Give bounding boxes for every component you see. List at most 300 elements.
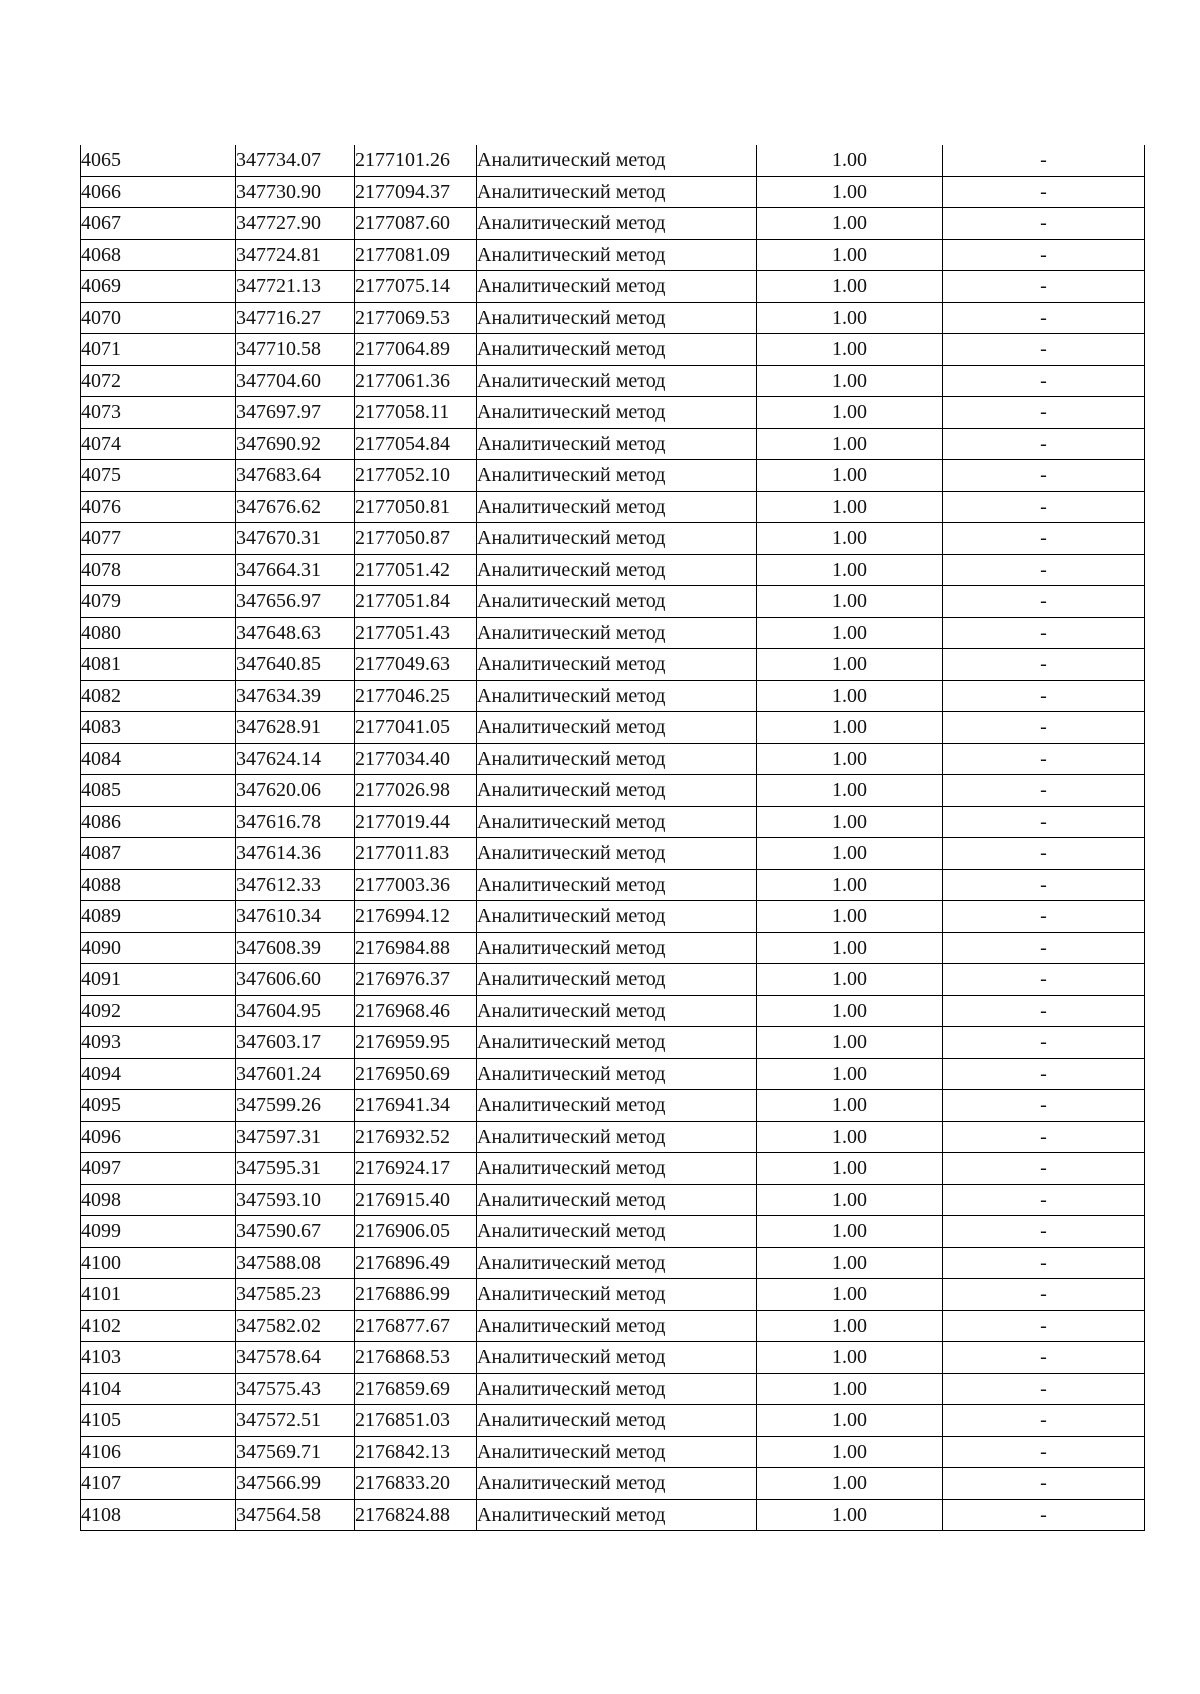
table-row — [81, 1310, 1145, 1342]
accuracy-cell: 1.00 — [757, 208, 943, 240]
point-number-cell: 4096 — [81, 1121, 236, 1153]
method-cell: Аналитический метод — [477, 995, 757, 1027]
method-cell: Аналитический метод — [477, 680, 757, 712]
table-row — [81, 1468, 1145, 1500]
y-coordinate-cell: 2177026.98 — [355, 775, 477, 807]
table-row — [81, 491, 1145, 523]
description-cell: - — [943, 302, 1145, 334]
accuracy-cell: 1.00 — [757, 397, 943, 429]
y-coordinate-cell: 2177046.25 — [355, 680, 477, 712]
accuracy-cell: 1.00 — [757, 964, 943, 996]
accuracy-cell: 1.00 — [757, 239, 943, 271]
accuracy-cell: 1.00 — [757, 617, 943, 649]
point-number-cell: 4089 — [81, 901, 236, 933]
x-coordinate-cell: 347676.62 — [236, 491, 355, 523]
y-coordinate-cell: 2176976.37 — [355, 964, 477, 996]
method-cell: Аналитический метод — [477, 712, 757, 744]
x-coordinate-cell: 347597.31 — [236, 1121, 355, 1153]
table-row — [81, 208, 1145, 240]
table-row — [81, 1342, 1145, 1374]
y-coordinate-cell: 2177041.05 — [355, 712, 477, 744]
point-number-cell: 4106 — [81, 1436, 236, 1468]
point-number-cell: 4093 — [81, 1027, 236, 1059]
y-coordinate-cell: 2176915.40 — [355, 1184, 477, 1216]
description-cell: - — [943, 523, 1145, 555]
table-row — [81, 428, 1145, 460]
point-number-cell: 4075 — [81, 460, 236, 492]
y-coordinate-cell: 2177011.83 — [355, 838, 477, 870]
accuracy-cell: 1.00 — [757, 554, 943, 586]
x-coordinate-cell: 347588.08 — [236, 1247, 355, 1279]
method-cell: Аналитический метод — [477, 586, 757, 618]
x-coordinate-cell: 347575.43 — [236, 1373, 355, 1405]
x-coordinate-cell: 347595.31 — [236, 1153, 355, 1185]
y-coordinate-cell: 2176932.52 — [355, 1121, 477, 1153]
point-number-cell: 4101 — [81, 1279, 236, 1311]
accuracy-cell: 1.00 — [757, 334, 943, 366]
point-number-cell: 4082 — [81, 680, 236, 712]
description-cell: - — [943, 176, 1145, 208]
description-cell: - — [943, 365, 1145, 397]
table-row — [81, 806, 1145, 838]
table-row — [81, 680, 1145, 712]
method-cell: Аналитический метод — [477, 1216, 757, 1248]
description-cell: - — [943, 491, 1145, 523]
method-cell: Аналитический метод — [477, 1310, 757, 1342]
y-coordinate-cell: 2176824.88 — [355, 1499, 477, 1531]
description-cell: - — [943, 932, 1145, 964]
x-coordinate-cell: 347730.90 — [236, 176, 355, 208]
point-number-cell: 4103 — [81, 1342, 236, 1374]
accuracy-cell: 1.00 — [757, 680, 943, 712]
y-coordinate-cell: 2176959.95 — [355, 1027, 477, 1059]
table-row — [81, 460, 1145, 492]
y-coordinate-cell: 2176833.20 — [355, 1468, 477, 1500]
accuracy-cell: 1.00 — [757, 145, 943, 176]
description-cell: - — [943, 806, 1145, 838]
table-row — [81, 1279, 1145, 1311]
description-cell: - — [943, 1058, 1145, 1090]
description-cell: - — [943, 145, 1145, 176]
x-coordinate-cell: 347683.64 — [236, 460, 355, 492]
accuracy-cell: 1.00 — [757, 1342, 943, 1374]
y-coordinate-cell: 2177051.84 — [355, 586, 477, 618]
method-cell: Аналитический метод — [477, 208, 757, 240]
point-number-cell: 4077 — [81, 523, 236, 555]
x-coordinate-cell: 347640.85 — [236, 649, 355, 681]
table-row — [81, 1027, 1145, 1059]
point-number-cell: 4087 — [81, 838, 236, 870]
y-coordinate-cell: 2176906.05 — [355, 1216, 477, 1248]
table-row — [81, 712, 1145, 744]
description-cell: - — [943, 428, 1145, 460]
x-coordinate-cell: 347601.24 — [236, 1058, 355, 1090]
point-number-cell: 4097 — [81, 1153, 236, 1185]
accuracy-cell: 1.00 — [757, 1247, 943, 1279]
table-row — [81, 838, 1145, 870]
x-coordinate-cell: 347572.51 — [236, 1405, 355, 1437]
table-row — [81, 176, 1145, 208]
table-row — [81, 1153, 1145, 1185]
table-row — [81, 365, 1145, 397]
x-coordinate-cell: 347616.78 — [236, 806, 355, 838]
description-cell: - — [943, 1121, 1145, 1153]
x-coordinate-cell: 347664.31 — [236, 554, 355, 586]
x-coordinate-cell: 347648.63 — [236, 617, 355, 649]
y-coordinate-cell: 2177058.11 — [355, 397, 477, 429]
x-coordinate-cell: 347697.97 — [236, 397, 355, 429]
description-cell: - — [943, 1216, 1145, 1248]
x-coordinate-cell: 347612.33 — [236, 869, 355, 901]
point-number-cell: 4080 — [81, 617, 236, 649]
method-cell: Аналитический метод — [477, 932, 757, 964]
description-cell: - — [943, 1499, 1145, 1531]
y-coordinate-cell: 2177094.37 — [355, 176, 477, 208]
accuracy-cell: 1.00 — [757, 176, 943, 208]
description-cell: - — [943, 554, 1145, 586]
description-cell: - — [943, 397, 1145, 429]
point-number-cell: 4084 — [81, 743, 236, 775]
method-cell: Аналитический метод — [477, 271, 757, 303]
y-coordinate-cell: 2176924.17 — [355, 1153, 477, 1185]
x-coordinate-cell: 347610.34 — [236, 901, 355, 933]
x-coordinate-cell: 347603.17 — [236, 1027, 355, 1059]
method-cell: Аналитический метод — [477, 649, 757, 681]
method-cell: Аналитический метод — [477, 460, 757, 492]
point-number-cell: 4067 — [81, 208, 236, 240]
method-cell: Аналитический метод — [477, 1436, 757, 1468]
table-row — [81, 1373, 1145, 1405]
accuracy-cell: 1.00 — [757, 1058, 943, 1090]
accuracy-cell: 1.00 — [757, 1216, 943, 1248]
description-cell: - — [943, 1342, 1145, 1374]
table-row — [81, 334, 1145, 366]
accuracy-cell: 1.00 — [757, 1373, 943, 1405]
description-cell: - — [943, 680, 1145, 712]
point-number-cell: 4098 — [81, 1184, 236, 1216]
table-row — [81, 1216, 1145, 1248]
point-number-cell: 4071 — [81, 334, 236, 366]
y-coordinate-cell: 2177052.10 — [355, 460, 477, 492]
x-coordinate-cell: 347590.67 — [236, 1216, 355, 1248]
method-cell: Аналитический метод — [477, 1184, 757, 1216]
table-row — [81, 302, 1145, 334]
point-number-cell: 4090 — [81, 932, 236, 964]
y-coordinate-cell: 2176941.34 — [355, 1090, 477, 1122]
table-row — [81, 995, 1145, 1027]
description-cell: - — [943, 460, 1145, 492]
y-coordinate-cell: 2176859.69 — [355, 1373, 477, 1405]
accuracy-cell: 1.00 — [757, 775, 943, 807]
method-cell: Аналитический метод — [477, 239, 757, 271]
description-cell: - — [943, 712, 1145, 744]
y-coordinate-cell: 2177034.40 — [355, 743, 477, 775]
table-body — [81, 145, 1145, 1531]
point-number-cell: 4072 — [81, 365, 236, 397]
table-row — [81, 554, 1145, 586]
table-row — [81, 743, 1145, 775]
method-cell: Аналитический метод — [477, 1342, 757, 1374]
accuracy-cell: 1.00 — [757, 428, 943, 460]
accuracy-cell: 1.00 — [757, 271, 943, 303]
y-coordinate-cell: 2177003.36 — [355, 869, 477, 901]
description-cell: - — [943, 208, 1145, 240]
method-cell: Аналитический метод — [477, 176, 757, 208]
accuracy-cell: 1.00 — [757, 523, 943, 555]
method-cell: Аналитический метод — [477, 397, 757, 429]
x-coordinate-cell: 347710.58 — [236, 334, 355, 366]
table-row — [81, 964, 1145, 996]
accuracy-cell: 1.00 — [757, 1090, 943, 1122]
accuracy-cell: 1.00 — [757, 869, 943, 901]
y-coordinate-cell: 2177054.84 — [355, 428, 477, 460]
method-cell: Аналитический метод — [477, 1121, 757, 1153]
description-cell: - — [943, 271, 1145, 303]
accuracy-cell: 1.00 — [757, 1405, 943, 1437]
y-coordinate-cell: 2176851.03 — [355, 1405, 477, 1437]
point-number-cell: 4092 — [81, 995, 236, 1027]
description-cell: - — [943, 239, 1145, 271]
accuracy-cell: 1.00 — [757, 649, 943, 681]
point-number-cell: 4074 — [81, 428, 236, 460]
table-row — [81, 239, 1145, 271]
method-cell: Аналитический метод — [477, 1279, 757, 1311]
y-coordinate-cell: 2177019.44 — [355, 806, 477, 838]
description-cell: - — [943, 1279, 1145, 1311]
description-cell: - — [943, 869, 1145, 901]
accuracy-cell: 1.00 — [757, 302, 943, 334]
y-coordinate-cell: 2177050.81 — [355, 491, 477, 523]
accuracy-cell: 1.00 — [757, 586, 943, 618]
x-coordinate-cell: 347670.31 — [236, 523, 355, 555]
x-coordinate-cell: 347593.10 — [236, 1184, 355, 1216]
description-cell: - — [943, 617, 1145, 649]
table-row — [81, 586, 1145, 618]
method-cell: Аналитический метод — [477, 491, 757, 523]
accuracy-cell: 1.00 — [757, 995, 943, 1027]
point-number-cell: 4094 — [81, 1058, 236, 1090]
y-coordinate-cell: 2176984.88 — [355, 932, 477, 964]
method-cell: Аналитический метод — [477, 775, 757, 807]
y-coordinate-cell: 2177051.42 — [355, 554, 477, 586]
method-cell: Аналитический метод — [477, 523, 757, 555]
point-number-cell: 4104 — [81, 1373, 236, 1405]
point-number-cell: 4086 — [81, 806, 236, 838]
method-cell: Аналитический метод — [477, 838, 757, 870]
description-cell: - — [943, 995, 1145, 1027]
point-number-cell: 4091 — [81, 964, 236, 996]
method-cell: Аналитический метод — [477, 1499, 757, 1531]
method-cell: Аналитический метод — [477, 1153, 757, 1185]
table-row — [81, 932, 1145, 964]
table-row — [81, 1499, 1145, 1531]
y-coordinate-cell: 2177101.26 — [355, 145, 477, 176]
accuracy-cell: 1.00 — [757, 1184, 943, 1216]
description-cell: - — [943, 743, 1145, 775]
description-cell: - — [943, 775, 1145, 807]
point-number-cell: 4085 — [81, 775, 236, 807]
table-row — [81, 1058, 1145, 1090]
table-row — [81, 145, 1145, 176]
x-coordinate-cell: 347634.39 — [236, 680, 355, 712]
accuracy-cell: 1.00 — [757, 1279, 943, 1311]
table-row — [81, 1121, 1145, 1153]
accuracy-cell: 1.00 — [757, 1121, 943, 1153]
method-cell: Аналитический метод — [477, 1468, 757, 1500]
method-cell: Аналитический метод — [477, 302, 757, 334]
method-cell: Аналитический метод — [477, 617, 757, 649]
y-coordinate-cell: 2176886.99 — [355, 1279, 477, 1311]
table-row — [81, 1405, 1145, 1437]
table-row — [81, 1436, 1145, 1468]
description-cell: - — [943, 1153, 1145, 1185]
x-coordinate-cell: 347582.02 — [236, 1310, 355, 1342]
description-cell: - — [943, 649, 1145, 681]
y-coordinate-cell: 2176950.69 — [355, 1058, 477, 1090]
accuracy-cell: 1.00 — [757, 1027, 943, 1059]
y-coordinate-cell: 2176877.67 — [355, 1310, 477, 1342]
description-cell: - — [943, 964, 1145, 996]
x-coordinate-cell: 347578.64 — [236, 1342, 355, 1374]
description-cell: - — [943, 1090, 1145, 1122]
method-cell: Аналитический метод — [477, 554, 757, 586]
y-coordinate-cell: 2177061.36 — [355, 365, 477, 397]
table-row — [81, 775, 1145, 807]
method-cell: Аналитический метод — [477, 1373, 757, 1405]
y-coordinate-cell: 2176994.12 — [355, 901, 477, 933]
table-row — [81, 617, 1145, 649]
accuracy-cell: 1.00 — [757, 1436, 943, 1468]
y-coordinate-cell: 2177087.60 — [355, 208, 477, 240]
x-coordinate-cell: 347606.60 — [236, 964, 355, 996]
accuracy-cell: 1.00 — [757, 491, 943, 523]
x-coordinate-cell: 347724.81 — [236, 239, 355, 271]
method-cell: Аналитический метод — [477, 1090, 757, 1122]
table-row — [81, 869, 1145, 901]
x-coordinate-cell: 347721.13 — [236, 271, 355, 303]
description-cell: - — [943, 1468, 1145, 1500]
point-number-cell: 4070 — [81, 302, 236, 334]
point-number-cell: 4069 — [81, 271, 236, 303]
y-coordinate-cell: 2176968.46 — [355, 995, 477, 1027]
point-number-cell: 4078 — [81, 554, 236, 586]
method-cell: Аналитический метод — [477, 1058, 757, 1090]
y-coordinate-cell: 2176842.13 — [355, 1436, 477, 1468]
method-cell: Аналитический метод — [477, 334, 757, 366]
x-coordinate-cell: 347614.36 — [236, 838, 355, 870]
description-cell: - — [943, 586, 1145, 618]
method-cell: Аналитический метод — [477, 428, 757, 460]
accuracy-cell: 1.00 — [757, 838, 943, 870]
point-number-cell: 4095 — [81, 1090, 236, 1122]
accuracy-cell: 1.00 — [757, 806, 943, 838]
accuracy-cell: 1.00 — [757, 1499, 943, 1531]
accuracy-cell: 1.00 — [757, 712, 943, 744]
point-number-cell: 4076 — [81, 491, 236, 523]
point-number-cell: 4083 — [81, 712, 236, 744]
method-cell: Аналитический метод — [477, 964, 757, 996]
table-row — [81, 1184, 1145, 1216]
description-cell: - — [943, 901, 1145, 933]
x-coordinate-cell: 347624.14 — [236, 743, 355, 775]
point-number-cell: 4100 — [81, 1247, 236, 1279]
x-coordinate-cell: 347656.97 — [236, 586, 355, 618]
y-coordinate-cell: 2177064.89 — [355, 334, 477, 366]
point-number-cell: 4108 — [81, 1499, 236, 1531]
coordinates-table — [80, 145, 1145, 1531]
table-row — [81, 271, 1145, 303]
table-row — [81, 1090, 1145, 1122]
point-number-cell: 4065 — [81, 145, 236, 176]
x-coordinate-cell: 347566.99 — [236, 1468, 355, 1500]
x-coordinate-cell: 347599.26 — [236, 1090, 355, 1122]
y-coordinate-cell: 2177075.14 — [355, 271, 477, 303]
method-cell: Аналитический метод — [477, 365, 757, 397]
description-cell: - — [943, 838, 1145, 870]
y-coordinate-cell: 2177051.43 — [355, 617, 477, 649]
point-number-cell: 4107 — [81, 1468, 236, 1500]
y-coordinate-cell: 2176896.49 — [355, 1247, 477, 1279]
method-cell: Аналитический метод — [477, 1247, 757, 1279]
accuracy-cell: 1.00 — [757, 932, 943, 964]
table-row — [81, 523, 1145, 555]
method-cell: Аналитический метод — [477, 806, 757, 838]
description-cell: - — [943, 1436, 1145, 1468]
x-coordinate-cell: 347564.58 — [236, 1499, 355, 1531]
y-coordinate-cell: 2177081.09 — [355, 239, 477, 271]
accuracy-cell: 1.00 — [757, 1310, 943, 1342]
description-cell: - — [943, 1373, 1145, 1405]
x-coordinate-cell: 347734.07 — [236, 145, 355, 176]
description-cell: - — [943, 1310, 1145, 1342]
x-coordinate-cell: 347620.06 — [236, 775, 355, 807]
table-row — [81, 901, 1145, 933]
accuracy-cell: 1.00 — [757, 901, 943, 933]
method-cell: Аналитический метод — [477, 1027, 757, 1059]
point-number-cell: 4105 — [81, 1405, 236, 1437]
x-coordinate-cell: 347704.60 — [236, 365, 355, 397]
method-cell: Аналитический метод — [477, 869, 757, 901]
point-number-cell: 4099 — [81, 1216, 236, 1248]
accuracy-cell: 1.00 — [757, 1153, 943, 1185]
x-coordinate-cell: 347569.71 — [236, 1436, 355, 1468]
method-cell: Аналитический метод — [477, 145, 757, 176]
table-row — [81, 397, 1145, 429]
accuracy-cell: 1.00 — [757, 460, 943, 492]
point-number-cell: 4102 — [81, 1310, 236, 1342]
x-coordinate-cell: 347727.90 — [236, 208, 355, 240]
point-number-cell: 4068 — [81, 239, 236, 271]
y-coordinate-cell: 2176868.53 — [355, 1342, 477, 1374]
point-number-cell: 4073 — [81, 397, 236, 429]
y-coordinate-cell: 2177050.87 — [355, 523, 477, 555]
description-cell: - — [943, 334, 1145, 366]
description-cell: - — [943, 1247, 1145, 1279]
method-cell: Аналитический метод — [477, 1405, 757, 1437]
description-cell: - — [943, 1405, 1145, 1437]
y-coordinate-cell: 2177069.53 — [355, 302, 477, 334]
x-coordinate-cell: 347716.27 — [236, 302, 355, 334]
method-cell: Аналитический метод — [477, 743, 757, 775]
x-coordinate-cell: 347608.39 — [236, 932, 355, 964]
point-number-cell: 4088 — [81, 869, 236, 901]
table-row — [81, 649, 1145, 681]
point-number-cell: 4081 — [81, 649, 236, 681]
description-cell: - — [943, 1184, 1145, 1216]
y-coordinate-cell: 2177049.63 — [355, 649, 477, 681]
point-number-cell: 4079 — [81, 586, 236, 618]
point-number-cell: 4066 — [81, 176, 236, 208]
